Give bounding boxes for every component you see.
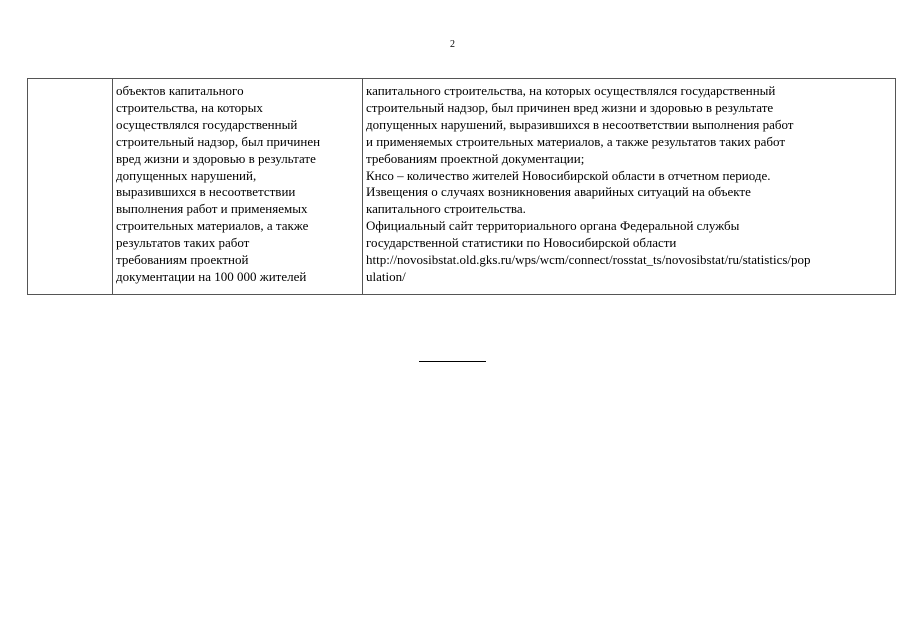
text-line: строительный надзор, был причинен вред жизни и здоровью в результате [366,99,774,115]
document-table [27,78,896,295]
page-number: 2 [450,39,455,50]
text-line: капитального строительства. [366,201,526,217]
text-line: строительства, на которых [116,99,263,115]
text-line: требованиям проектной документации; [366,150,585,166]
table-row [28,79,896,295]
text-line: государственной статистики по Новосибирской области [366,235,677,251]
table-cell-number [28,79,113,295]
text-line: капитального строительства, на которых осуществлялся государственный [366,83,776,98]
text-line: вред жизни и здоровью в результате [116,150,316,166]
text-line: выполнения работ и применяемых [116,201,308,217]
text-line: результатов таких работ [116,235,250,251]
text-line: объектов капитального [116,83,244,98]
text-line: документации на 100 000 жителей [116,268,307,284]
text-line: и применяемых строительных материалов, а также результатов таких работ [366,133,786,149]
text-line: Кнсо – количество жителей Новосибирской области в отчетном периоде. [366,167,771,183]
text-line: выразившихся в несоответствии [116,184,296,200]
text-line: допущенных нарушений, выразившихся в несоответствии выполнения работ [366,116,794,132]
text-line: осуществлялся государственный [116,116,298,132]
text-line: допущенных нарушений, [116,167,257,183]
end-of-document-rule [419,361,486,362]
text-line: Официальный сайт территориального органа Федеральной службы [366,218,740,234]
table-cell-calculation-method [363,79,896,295]
table-cell-indicator-description [113,79,363,295]
source-url-line: http://novosibstat.old.gks.ru/wps/wcm/connect/rosstat_ts/novosibstat/ru/statistics/pop [366,252,811,268]
text-line: требованиям проектной [116,252,249,268]
text-line: строительных материалов, а также [116,218,309,234]
text-line: Извещения о случаях возникновения аварийных ситуаций на объекте [366,184,751,200]
source-url-line: ulation/ [366,268,406,284]
text-line: строительный надзор, был причинен [116,133,321,149]
